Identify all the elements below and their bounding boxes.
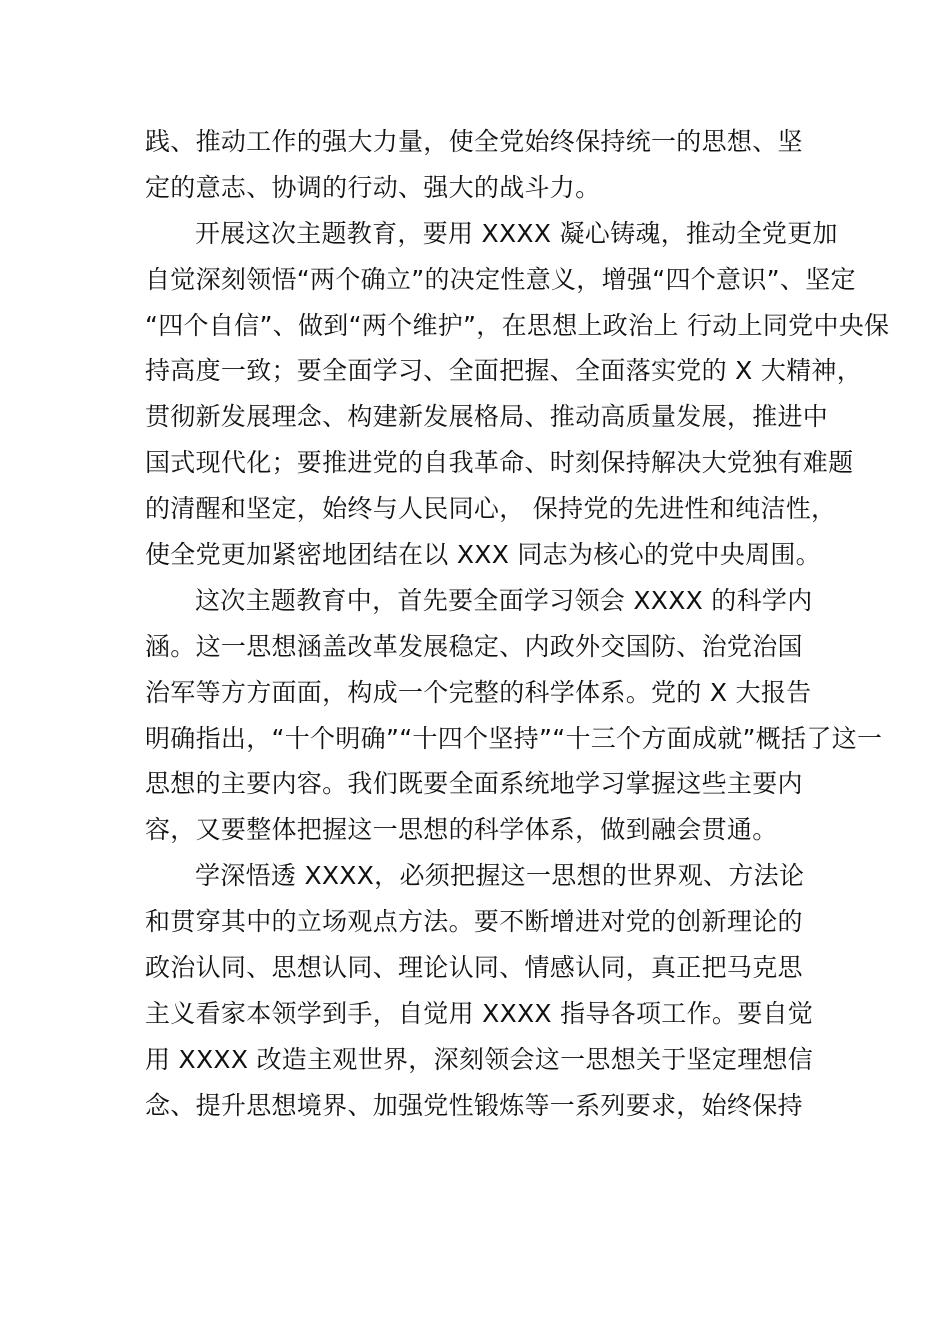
text-line: 使全党更加紧密地团结在以 XXX 同志为核心的党中央周围。 <box>145 540 821 570</box>
text-line: 思想的主要内容。我们既要全面系统地学习掌握这些主要内 <box>145 769 803 799</box>
text-line: 涵。这一思想涵盖改革发展稳定、内政外交国防、治党治国 <box>145 631 803 661</box>
text-line: 主义看家本领学到手，自觉用 XXXX 指导各项工作。要自觉 <box>145 998 814 1028</box>
text-line: 治军等方方面面，构成一个完整的科学体系。党的 X 大报告 <box>145 677 812 707</box>
text-line: 念、提升思想境界、加强党性锻炼等一系列要求，始终保持 <box>145 1090 803 1120</box>
text-line: 持高度一致；要全面学习、全面把握、全面落实党的 X 大精神， <box>145 356 863 386</box>
text-line: 明确指出，“十个明确”“十四个坚持”“十三个方面成就”概括了这一 <box>145 723 883 753</box>
text-line: 容，又要整体把握这一思想的科学体系，做到融会贯通。 <box>145 815 778 845</box>
paragraph-start-line: 学深悟透 XXXX，必须把握这一思想的世界观、方法论 <box>195 861 805 891</box>
paragraph-start-line: 开展这次主题教育，要用 XXXX 凝心铸魂，推动全党更加 <box>195 218 838 248</box>
text-line: 用 XXXX 改造主观世界，深刻领会这一思想关于坚定理想信 <box>145 1044 814 1074</box>
text-line: 定的意志、协调的行动、强大的战斗力。 <box>145 172 601 202</box>
text-line: 贯彻新发展理念、构建新发展格局、推动高质量发展，推进中 <box>145 402 829 432</box>
text-line: 和贯穿其中的立场观点方法。要不断增进对党的创新理论的 <box>145 907 803 937</box>
text-line: 政治认同、思想认同、理论认同、情感认同，真正把马克思 <box>145 953 803 983</box>
text-line: “四个自信”、做到“两个维护”，在思想上政治上 行动上同党中央保 <box>145 310 890 340</box>
text-line: 践、推动工作的强大力量，使全党始终保持统一的思想、坚 <box>145 127 803 156</box>
text-line: 的清醒和坚定，始终与人民同心， 保持党的先进性和纯洁性， <box>145 494 837 524</box>
text-line: 国式现代化；要推进党的自我革命、时刻保持解决大党独有难题 <box>145 448 854 478</box>
paragraph-start-line: 这次主题教育中，首先要全面学习领会 XXXX 的科学内 <box>195 585 813 615</box>
body-text <box>145 119 890 1129</box>
text-line: 自觉深刻领悟“两个确立”的决定性意义，增强“四个意识”、坚定 <box>145 264 856 294</box>
